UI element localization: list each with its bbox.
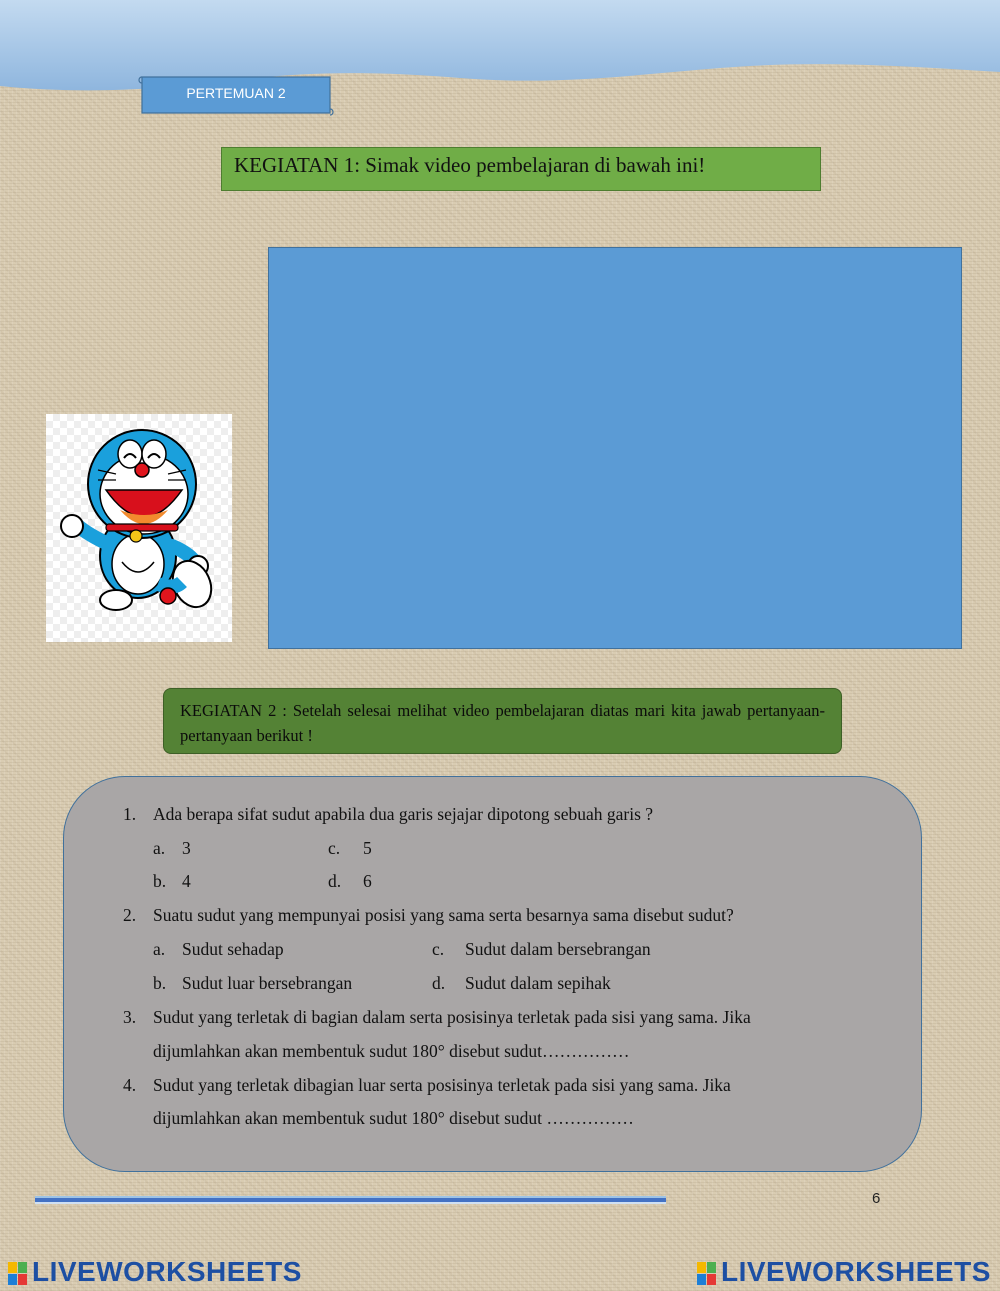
- question-text: Sudut yang terletak di bagian dalam serta posisinya terletak pada sisi yang sama. Jika: [153, 1007, 751, 1027]
- question-text: dijumlahkan akan membentuk sudut 180° disebut sudut……………: [153, 1041, 630, 1061]
- option-text: 6: [363, 871, 372, 891]
- kegiatan-1-banner: KEGIATAN 1: Simak video pembelajaran di bawah ini!: [221, 147, 821, 191]
- footer-divider: [35, 1195, 666, 1205]
- question-text: Suatu sudut yang mempunyai posisi yang sama serta besarnya sama disebut sudut?: [153, 905, 734, 925]
- option-text: Sudut sehadap: [182, 939, 284, 959]
- option-letter: c.: [328, 838, 341, 858]
- option-text: Sudut dalam bersebrangan: [465, 939, 651, 959]
- doraemon-image: [46, 414, 232, 642]
- doraemon-icon: [46, 414, 232, 642]
- page-number: 6: [872, 1190, 881, 1207]
- question-text: Sudut yang terletak dibagian luar serta posisinya terletak pada sisi yang sama. Jika: [153, 1075, 731, 1095]
- brand-name: LIVEWORKSHEETS: [721, 1256, 991, 1287]
- liveworksheets-icon: [8, 1262, 28, 1286]
- liveworksheets-logo-left[interactable]: [8, 1256, 302, 1290]
- option-text: 4: [182, 871, 191, 891]
- option-text: Sudut dalam sepihak: [465, 973, 611, 993]
- option-letter: d.: [328, 871, 342, 891]
- question-text: dijumlahkan akan membentuk sudut 180° disebut sudut ……………: [153, 1108, 634, 1128]
- pertemuan-label: PERTEMUAN 2: [186, 85, 286, 101]
- brand-name: LIVEWORKSHEETS: [32, 1256, 302, 1287]
- question-number: 4.: [123, 1075, 137, 1095]
- question-number: 1.: [123, 804, 137, 824]
- question-number: 3.: [123, 1007, 137, 1027]
- option-letter: b.: [153, 973, 167, 993]
- kegiatan-2-banner: KEGIATAN 2 : Setelah selesai melihat video pembelajaran diatas mari kita jawab pertanyaan-pertanyaan berikut !: [163, 688, 842, 754]
- option-letter: b.: [153, 871, 167, 891]
- question-text: Ada berapa sifat sudut apabila dua garis sejajar dipotong sebuah garis ?: [153, 804, 654, 824]
- option-text: Sudut luar bersebrangan: [182, 973, 353, 993]
- video-player[interactable]: [268, 247, 962, 649]
- option-letter: a.: [153, 838, 166, 858]
- option-letter: c.: [432, 939, 445, 959]
- question-number: 2.: [123, 905, 137, 925]
- liveworksheets-icon: [697, 1262, 717, 1286]
- option-letter: a.: [153, 939, 166, 959]
- pertemuan-ribbon: [138, 73, 334, 117]
- option-letter: d.: [432, 973, 446, 993]
- option-text: 5: [363, 838, 372, 858]
- liveworksheets-logo-right[interactable]: [697, 1256, 997, 1290]
- option-text: 3: [182, 838, 191, 858]
